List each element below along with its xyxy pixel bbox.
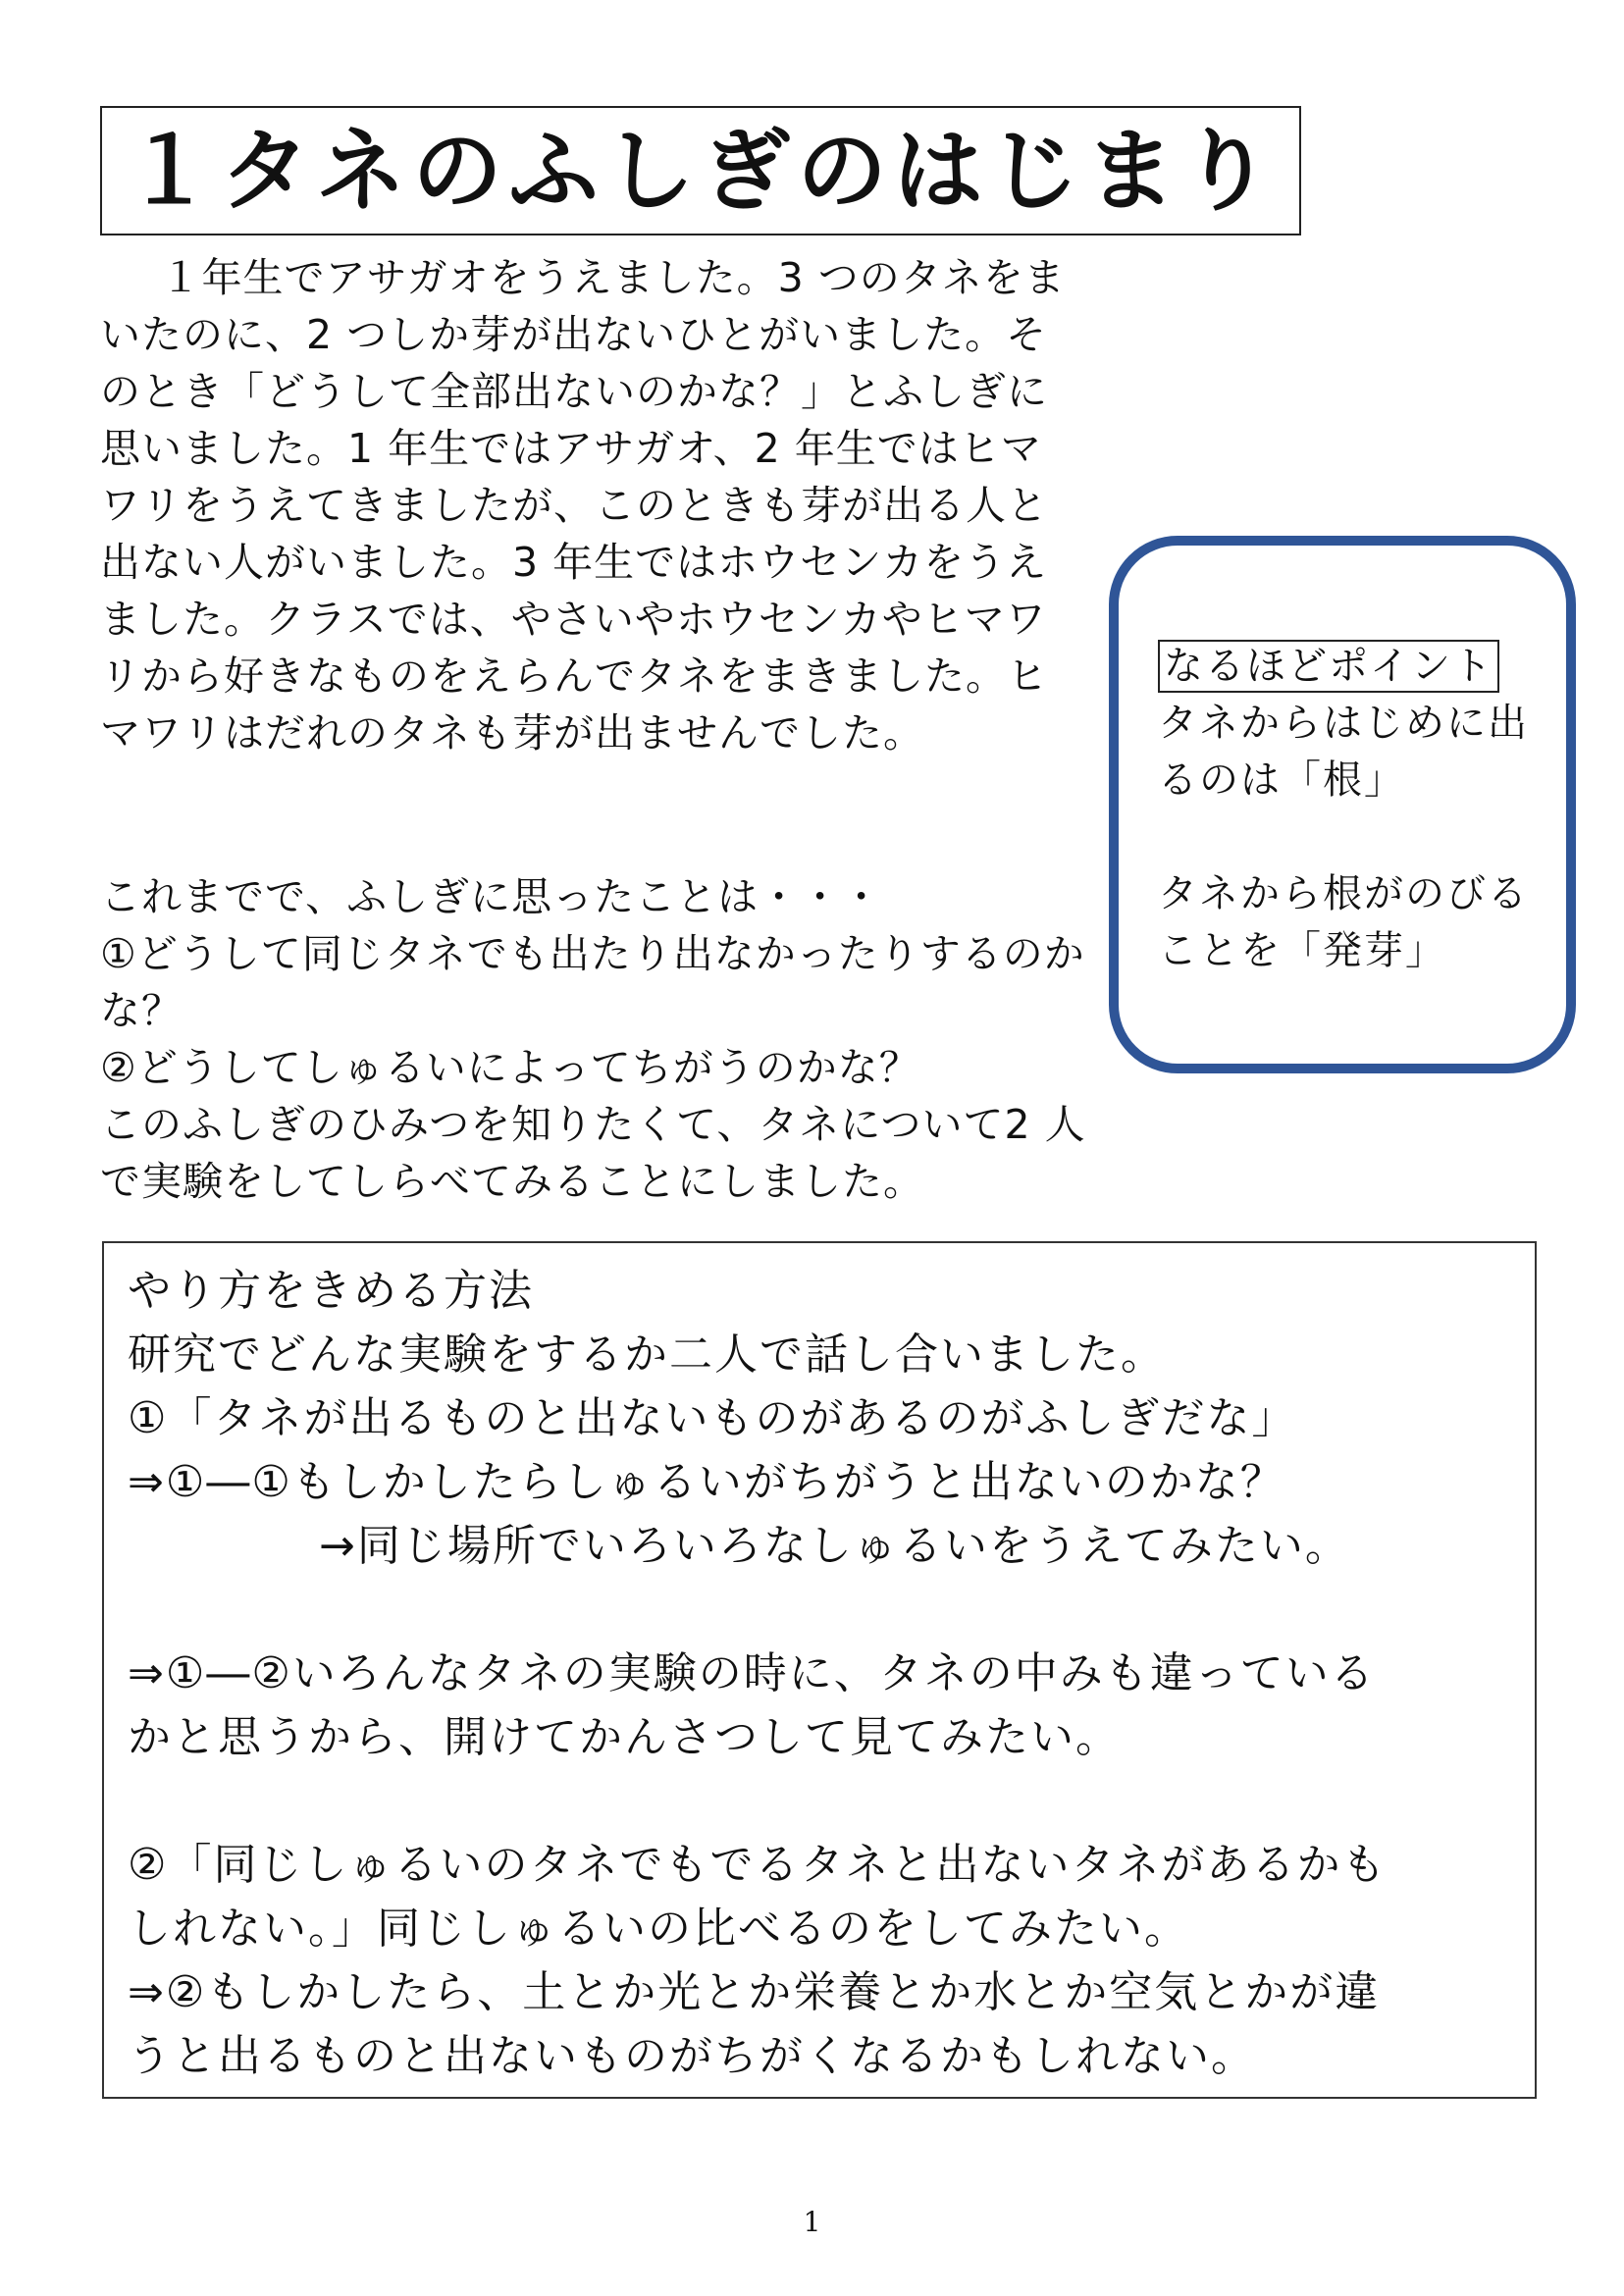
method-content	[128, 1259, 1521, 2088]
intro-paragraph: １年生でアサガオをうえました。3 つのタネをまいたのに、2 つしか芽が出ないひとがいました。そのとき「どうして全部出ないのかな？」とふしぎに思いました。1 年生ではアサガオ、2 年生ではヒマワリをうえてきましたが、このときも芽が出る人と出ない人がいました。3 年生ではホウセンカをうえました。クラスでは、やさいやホウセンカやヒマワリから好きなものをえらんでタネをまきました。ヒマワリはだれのタネも芽が出ませんでした。	[100, 254, 1066, 757]
page-number: 1	[803, 2206, 821, 2238]
method-line-3: ⇒①―①もしかしたらしゅるいがちがうと出ないのかな？	[128, 1457, 1285, 1507]
wonder-question-1: ①どうして同じタネでも出たり出なかったりするのかな？	[100, 930, 1085, 1034]
wonder-question-2: ②どうしてしゅるいによってちがうのかな？	[100, 1044, 920, 1091]
point-line-2: タネから根がのびることを「発芽」	[1158, 871, 1529, 973]
wonders-section	[100, 868, 1091, 1210]
point-callout	[1109, 536, 1576, 1073]
point-content	[1158, 638, 1550, 979]
method-line-5: ⇒①―②いろんなタネの実験の時に、タネの中みも違っている	[128, 1648, 1376, 1698]
point-spacer	[1158, 809, 1550, 865]
wonders-closing: このふしぎのひみつを知りたくて、タネについて2 人で実験をしてしらべてみることにしました。	[100, 1101, 1086, 1205]
method-line-2: ①「タネが出るものと出ないものがあるのがふしぎだな」	[128, 1393, 1297, 1443]
method-line-10: うと出るものと出ないものがちがくなるかもしれない。	[128, 2031, 1256, 2081]
method-spacer-1	[128, 1578, 1521, 1642]
title-box	[100, 106, 1301, 235]
method-heading: やり方をきめる方法	[128, 1266, 534, 1316]
method-line-8: しれない。」同じしゅるいの比べるのをしてみたい。	[128, 1904, 1189, 1954]
method-box	[102, 1241, 1537, 2099]
intro-section	[100, 249, 1081, 761]
method-spacer-2	[128, 1769, 1521, 1833]
method-line-1: 研究でどんな実験をするか二人で話し合いました。	[128, 1330, 1166, 1380]
wonders-heading: これまでで、ふしぎに思ったことは・・・	[100, 873, 883, 920]
method-line-6: かと思うから、開けてかんさつして見てみたい。	[128, 1712, 1121, 1762]
method-line-9: ⇒②もしかしたら、土とか光とか栄養とか水とか空気とかが違	[128, 1967, 1381, 2017]
method-line-7: ②「同じしゅるいのタネでもでるタネと出ないタネがあるかも	[128, 1840, 1388, 1890]
page-title: １タネのふしぎのはじまり	[124, 119, 1279, 224]
point-label: なるほどポイント	[1158, 640, 1499, 693]
method-line-4: →同じ場所でいろいろなしゅるいをうえてみたい。	[319, 1521, 1350, 1571]
point-line-1: タネからはじめに出るのは「根」	[1158, 701, 1529, 803]
